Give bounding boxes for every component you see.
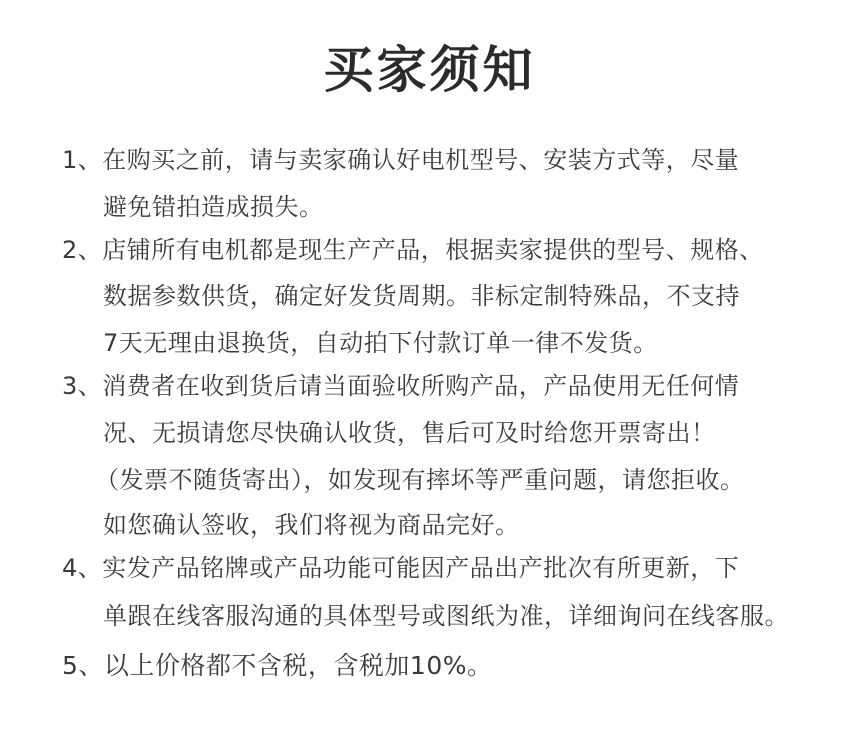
notice-line: 1、在购买之前，请与卖家确认好电机型号、安装方式等，尽量: [62, 146, 740, 174]
notice-line: 3、消费者在收到货后请当面验收所购产品，产品使用无任何情: [62, 372, 740, 400]
notice-line: 4、实发产品铭牌或产品功能可能因产品出产批次有所更新，下: [62, 554, 740, 582]
notice-line: 避免错拍造成损失。: [103, 193, 324, 221]
notice-line: 如您确认签收，我们将视为商品完好。: [103, 511, 520, 539]
notice-line: 单跟在线客服沟通的具体型号或图纸为准，详细询问在线客服。: [103, 602, 789, 630]
notice-line: 况、无损请您尽快确认收货，售后可及时给您开票寄出！: [103, 419, 716, 447]
notice-line: 5、以上价格都不含税，含税加10%。: [62, 651, 493, 680]
page-title: 买家须知: [323, 41, 536, 99]
notice-line: 数据参数供货，确定好发货周期。非标定制特殊品，不支持: [103, 282, 740, 310]
notice-line: （发票不随货寄出），如发现有摔坏等严重问题，请您拒收。: [95, 466, 745, 494]
notice-line: 2、店铺所有电机都是现生产产品，根据卖家提供的型号、规格、: [62, 236, 764, 264]
notice-line: 7天无理由退换货，自动拍下付款订单一律不发货。: [103, 329, 658, 357]
